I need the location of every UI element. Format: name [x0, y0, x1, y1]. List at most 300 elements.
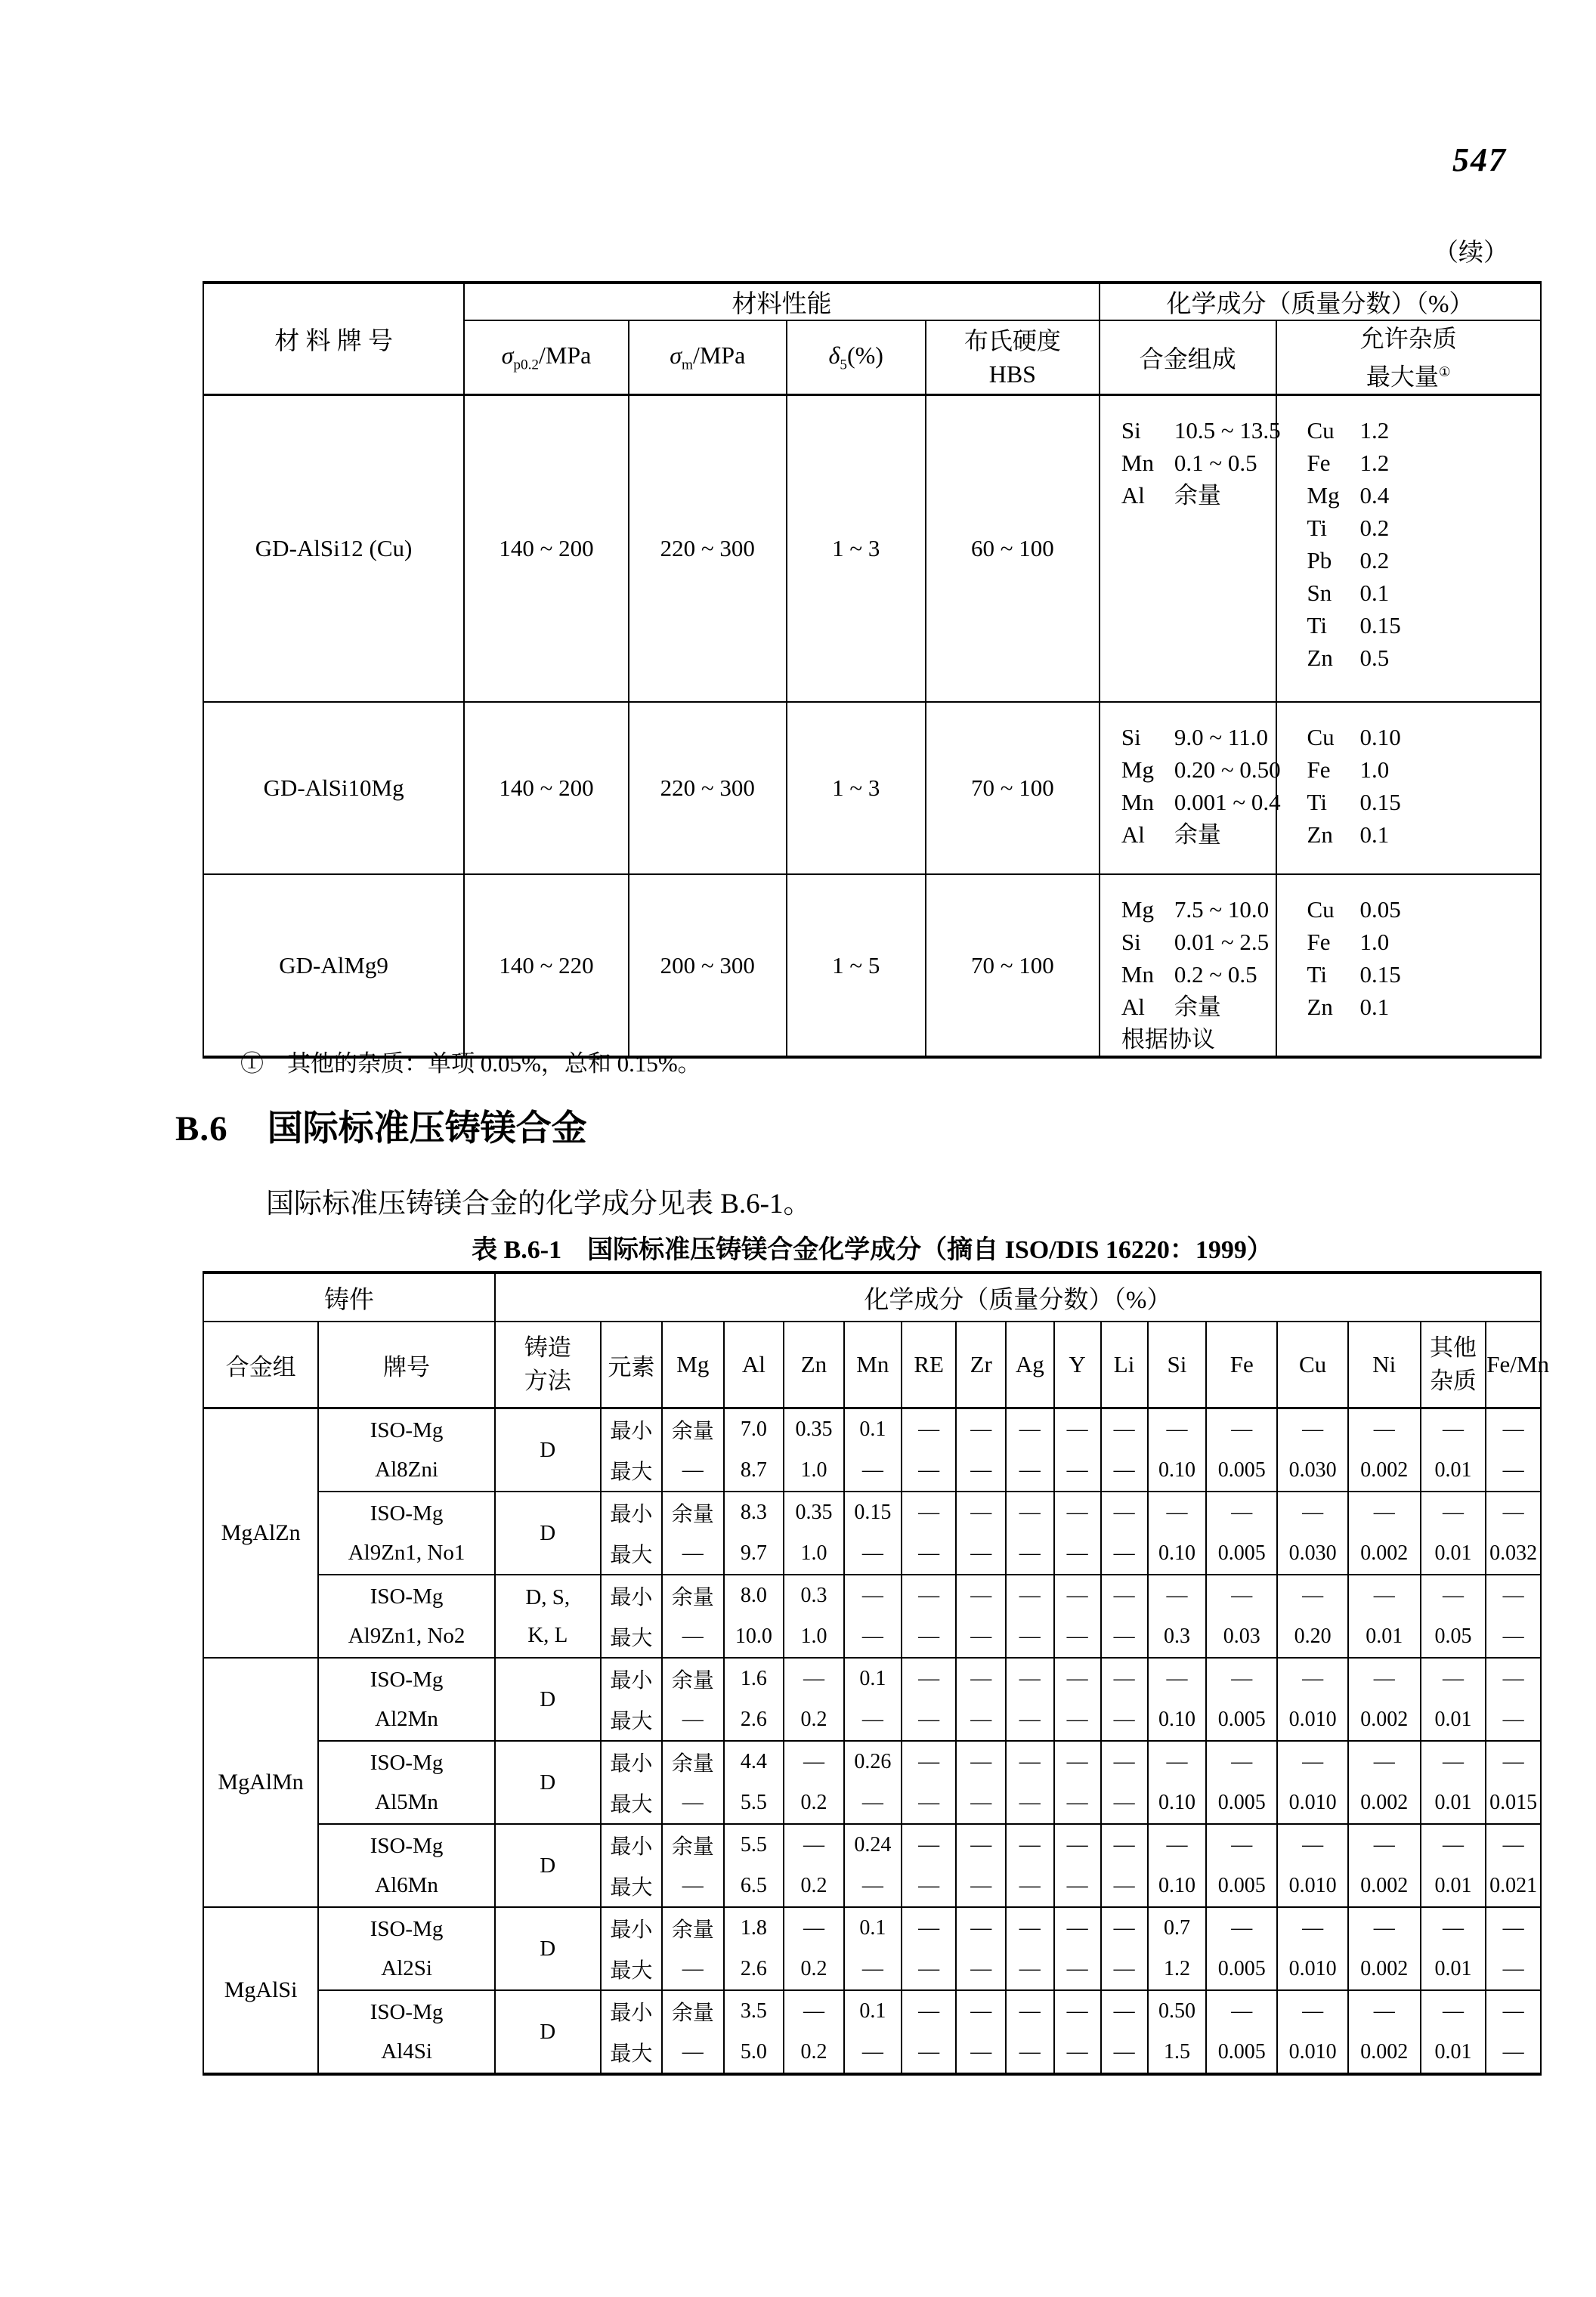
value-cell: — [1055, 1782, 1102, 1825]
value-cell: 0.015 [1486, 1782, 1542, 1825]
value-cell: — [1007, 1825, 1055, 1866]
value-cell: — [957, 1866, 1006, 1908]
value-cell: — [957, 1908, 1006, 1949]
value-cell: — [1421, 1825, 1487, 1866]
elongation-cell: 1 ~ 3 [787, 396, 926, 703]
min-row [204, 1659, 1542, 1699]
value-cell: — [1421, 1492, 1487, 1533]
value-cell: — [1486, 1616, 1542, 1659]
designation-cell [319, 1742, 496, 1825]
designation-line: ISO-Mg [370, 1751, 444, 1775]
value-cell: 0.005 [1207, 1866, 1278, 1908]
value-cell: — [1486, 1575, 1542, 1616]
value-cell: 2.6 [725, 1699, 785, 1742]
value-cell: — [1278, 1742, 1349, 1782]
impurity-line: Fe 1.0 [1307, 756, 1390, 783]
value-cell: — [1486, 1991, 1542, 2032]
value-cell: — [957, 1450, 1006, 1492]
table2-header-row-1 [204, 1274, 1542, 1322]
value-cell: 0.2 [784, 1699, 845, 1742]
value-cell: — [1055, 2032, 1102, 2076]
column-header-element-al: Al [725, 1322, 785, 1409]
value-cell: — [1055, 1409, 1102, 1450]
elongation-cell: 1 ~ 5 [787, 875, 926, 1059]
delta-sub: 5 [840, 357, 847, 373]
value-cell: — [1486, 1492, 1542, 1533]
value-cell: 8.0 [725, 1575, 785, 1616]
value-cell: — [1207, 1492, 1278, 1533]
value-cell: — [663, 1533, 724, 1575]
value-cell: — [663, 1699, 724, 1742]
value-cell: 0.01 [1421, 1450, 1487, 1492]
value-cell: 余量 [663, 1908, 724, 1949]
value-cell: — [1486, 1949, 1542, 1991]
value-cell: — [784, 1991, 845, 2032]
continued-label: （续） [1434, 240, 1508, 267]
min-row [204, 1991, 1542, 2032]
value-cell: — [1055, 1659, 1102, 1699]
value-cell: — [1007, 1659, 1055, 1699]
value-cell: 1.2 [1149, 1949, 1208, 1991]
value-cell: 0.01 [1421, 1533, 1487, 1575]
casting-method-cell [496, 1575, 602, 1659]
column-header-chemistry: 化学成分（质量分数）（%） [1100, 284, 1542, 321]
casting-method-cell [496, 1409, 602, 1492]
value-cell: 0.005 [1207, 1533, 1278, 1575]
grade-cell: GD-AlSi10Mg [204, 703, 465, 875]
value-cell: — [1055, 1866, 1102, 1908]
limit-label-cell: 最大 [602, 2032, 663, 2076]
value-cell: — [845, 1450, 902, 1492]
value-cell: 1.8 [725, 1908, 785, 1949]
designation-cell [319, 1825, 496, 1908]
column-header-alloy-group: 合金组 [204, 1322, 319, 1409]
impurity-line: Pb 0.2 [1307, 547, 1390, 573]
casting-method-cell [496, 1659, 602, 1742]
value-cell: — [902, 1575, 957, 1616]
value-cell: — [1486, 1409, 1542, 1450]
impurities-cell [1277, 875, 1542, 1059]
impurity-line: Sn 0.1 [1307, 580, 1390, 606]
column-header-grade: 材 料 牌 号 [204, 284, 465, 396]
composition-line: Al 余量 [1121, 994, 1221, 1020]
value-cell: — [1102, 1616, 1149, 1659]
value-cell: 0.01 [1349, 1616, 1421, 1659]
casting-method-cell [496, 1825, 602, 1908]
method-line: D [540, 1770, 556, 1795]
value-cell: — [1007, 1782, 1055, 1825]
value-cell: — [1007, 2032, 1055, 2076]
alloy-group-cell: MgAlZn [204, 1409, 319, 1659]
value-cell: — [1278, 1575, 1349, 1616]
value-cell: — [1102, 1699, 1149, 1742]
column-header-chemistry: 化学成分（质量分数）（%） [496, 1274, 1542, 1322]
section-title: 国际标准压铸镁合金 [267, 1109, 587, 1148]
value-cell: — [1007, 1991, 1055, 2032]
value-cell: — [1102, 1533, 1149, 1575]
value-cell: — [1007, 1450, 1055, 1492]
min-row [204, 1742, 1542, 1782]
impurity-line2-text: 最大量 [1366, 363, 1439, 391]
value-cell: — [1486, 1825, 1542, 1866]
alloy-row [204, 875, 1542, 1059]
value-cell: 0.005 [1207, 1699, 1278, 1742]
value-cell: — [957, 1575, 1006, 1616]
value-cell: — [902, 1659, 957, 1699]
value-cell: — [1207, 1659, 1278, 1699]
value-cell: — [1055, 1450, 1102, 1492]
value-cell: — [1207, 1908, 1278, 1949]
value-cell: 5.0 [725, 2032, 785, 2076]
value-cell: 5.5 [725, 1825, 785, 1866]
value-cell: 10.0 [725, 1616, 785, 1659]
value-cell: — [1149, 1659, 1208, 1699]
value-cell: 0.2 [784, 1866, 845, 1908]
value-cell: 0.35 [784, 1409, 845, 1450]
value-cell: 1.0 [784, 1533, 845, 1575]
composition-line: Al 余量 [1121, 821, 1221, 848]
value-cell: — [1421, 1409, 1487, 1450]
value-cell: — [957, 1949, 1006, 1991]
value-cell: — [1486, 1742, 1542, 1782]
min-row [204, 1409, 1542, 1450]
value-cell: 0.002 [1349, 1450, 1421, 1492]
value-cell: — [1278, 1825, 1349, 1866]
sigma-p02-cell: 140 ~ 200 [465, 703, 629, 875]
value-cell: 0.20 [1278, 1616, 1349, 1659]
value-cell: 0.002 [1349, 1866, 1421, 1908]
value-cell: — [957, 1699, 1006, 1742]
designation-cell [319, 1908, 496, 1991]
alloy-group-cell: MgAlSi [204, 1908, 319, 2076]
value-cell: 余量 [663, 1742, 724, 1782]
aluminum-alloy-properties-table [203, 281, 1542, 1059]
value-cell: 0.010 [1278, 1866, 1349, 1908]
value-cell: — [784, 1659, 845, 1699]
designation-line: ISO-Mg [370, 1418, 444, 1442]
impurity-line: Cu 1.2 [1307, 417, 1390, 444]
value-cell: 0.010 [1278, 1949, 1349, 1991]
value-cell: 4.4 [725, 1742, 785, 1782]
limit-label-cell: 最大 [602, 1949, 663, 1991]
value-cell: 5.5 [725, 1782, 785, 1825]
sigma-m-cell: 220 ~ 300 [629, 396, 787, 703]
value-cell: 0.010 [1278, 1699, 1349, 1742]
value-cell: — [1207, 1825, 1278, 1866]
limit-label-cell: 最大 [602, 1450, 663, 1492]
value-cell: — [957, 2032, 1006, 2076]
composition-line: Si 10.5 ~ 13.5 [1121, 417, 1281, 444]
method-line: D [540, 1937, 556, 1961]
limit-label-cell: 最小 [602, 1409, 663, 1450]
limit-label-cell: 最大 [602, 1699, 663, 1742]
value-cell: — [1007, 1699, 1055, 1742]
sigma-m-cell: 220 ~ 300 [629, 703, 787, 875]
value-cell: 0.005 [1207, 1949, 1278, 1991]
value-cell: 0.10 [1149, 1450, 1208, 1492]
impurity-line2 [1277, 355, 1541, 394]
delta-symbol: δ [828, 341, 840, 369]
elongation-cell: 1 ~ 3 [787, 703, 926, 875]
value-cell: 0.1 [845, 1991, 902, 2032]
delta-unit: (%) [846, 341, 883, 369]
value-cell: 0.1 [845, 1908, 902, 1949]
composition-line: Si 0.01 ~ 2.5 [1121, 929, 1270, 955]
designation-line: ISO-Mg [370, 1917, 444, 1941]
value-cell: — [1007, 1866, 1055, 1908]
value-cell: 7.0 [725, 1409, 785, 1450]
value-cell: — [784, 1742, 845, 1782]
value-cell: — [1055, 1991, 1102, 2032]
value-cell: — [1055, 1699, 1102, 1742]
value-cell: — [1102, 1866, 1149, 1908]
designation-line: ISO-Mg [370, 1501, 444, 1526]
value-cell: 0.030 [1278, 1450, 1349, 1492]
table1-footnote: ① 其他的杂质：单项 0.05%，总和 0.15%。 [240, 1050, 701, 1077]
column-header-elongation [787, 321, 926, 396]
value-cell: 0.10 [1149, 1782, 1208, 1825]
hardness-line2: HBS [988, 360, 1036, 388]
method-line: D, S, [525, 1585, 571, 1609]
value-cell: — [845, 1699, 902, 1742]
value-cell: 0.01 [1421, 1699, 1487, 1742]
value-cell: — [845, 1575, 902, 1616]
column-header-alloy-composition: 合金组成 [1100, 321, 1277, 396]
value-cell: — [1055, 1616, 1102, 1659]
casting-method-cell [496, 1492, 602, 1575]
method-line: K, L [527, 1623, 568, 1647]
sigma-p02-cell: 140 ~ 200 [465, 396, 629, 703]
value-cell: 0.01 [1421, 1782, 1487, 1825]
limit-label-cell: 最小 [602, 1742, 663, 1782]
composition-cell [1100, 875, 1277, 1059]
value-cell: 0.10 [1149, 1699, 1208, 1742]
designation-line: ISO-Mg [370, 2000, 444, 2024]
page-number: 547 [1452, 141, 1507, 178]
composition-cell [1100, 703, 1281, 875]
magnesium-alloy-table-wrap [203, 1271, 1549, 2076]
hardness-line1: 布氏硬度 [963, 327, 1061, 354]
value-cell: — [663, 1866, 724, 1908]
value-cell: — [1102, 1908, 1149, 1949]
value-cell: — [845, 1616, 902, 1659]
sigma-symbol: σ [501, 341, 514, 369]
value-cell: — [1102, 1825, 1149, 1866]
impurity-line: Ti 0.15 [1307, 612, 1401, 638]
designation-line: Al8Zni [375, 1458, 438, 1482]
impurity-line: Ti 0.15 [1307, 789, 1401, 815]
value-cell: — [1349, 1742, 1421, 1782]
value-cell: — [845, 2032, 902, 2076]
column-header-hardness [926, 321, 1100, 396]
designation-line: ISO-Mg [370, 1834, 444, 1858]
value-cell: — [1278, 1908, 1349, 1949]
value-cell: 余量 [663, 1409, 724, 1450]
column-header-element: 元素 [602, 1322, 663, 1409]
value-cell: — [1102, 2032, 1149, 2076]
limit-label-cell: 最大 [602, 1782, 663, 1825]
composition-line: 根据协议 [1121, 1026, 1215, 1053]
value-cell: — [663, 2032, 724, 2076]
value-cell: — [902, 1492, 957, 1533]
value-cell: 余量 [663, 1575, 724, 1616]
value-cell: 1.5 [1149, 2032, 1208, 2076]
value-cell: — [1349, 1991, 1421, 2032]
designation-cell [319, 1991, 496, 2076]
value-cell: 0.002 [1349, 1782, 1421, 1825]
designation-cell [319, 1575, 496, 1659]
value-cell: — [1102, 1659, 1149, 1699]
value-cell: 0.002 [1349, 1699, 1421, 1742]
composition-line: Mg 0.20 ~ 0.50 [1121, 756, 1281, 783]
designation-line: Al6Mn [375, 1873, 438, 1897]
min-row [204, 1825, 1542, 1866]
composition-line: Mg 7.5 ~ 10.0 [1121, 896, 1270, 923]
value-cell: — [1486, 1450, 1542, 1492]
designation-line: Al9Zn1, No2 [348, 1624, 466, 1648]
value-cell: 余量 [663, 1991, 724, 2032]
value-cell: 0.7 [1149, 1908, 1208, 1949]
value-cell: — [1278, 1409, 1349, 1450]
value-cell: — [902, 1825, 957, 1866]
value-cell: 0.3 [1149, 1616, 1208, 1659]
sigma-p02-cell: 140 ~ 220 [465, 875, 629, 1059]
value-cell: 1.0 [784, 1450, 845, 1492]
column-header-designation: 牌号 [319, 1322, 496, 1409]
value-cell: — [1007, 1492, 1055, 1533]
value-cell: — [1102, 1991, 1149, 2032]
value-cell: 0.1 [845, 1409, 902, 1450]
value-cell: — [902, 1742, 957, 1782]
value-cell: 0.10 [1149, 1533, 1208, 1575]
value-cell: — [1055, 1533, 1102, 1575]
value-cell: 8.3 [725, 1492, 785, 1533]
value-cell: — [902, 1699, 957, 1742]
value-cell: 0.50 [1149, 1991, 1208, 2032]
impurity-line: Cu 0.05 [1307, 896, 1401, 923]
grade-cell: GD-AlMg9 [204, 875, 465, 1059]
value-cell: 0.01 [1421, 2032, 1487, 2076]
sigma-unit: /MPa [539, 341, 592, 369]
value-cell: — [663, 1450, 724, 1492]
value-cell: 0.01 [1421, 1866, 1487, 1908]
value-cell: — [1421, 1659, 1487, 1699]
value-cell: 0.24 [845, 1825, 902, 1866]
value-cell: 3.5 [725, 1991, 785, 2032]
value-cell: 0.005 [1207, 1450, 1278, 1492]
value-cell: 0.002 [1349, 1949, 1421, 1991]
value-cell: — [1102, 1409, 1149, 1450]
value-cell: — [957, 1409, 1006, 1450]
value-cell: 0.030 [1278, 1533, 1349, 1575]
other-line2: 杂质 [1429, 1368, 1477, 1394]
aluminum-alloy-table-wrap [203, 281, 1542, 1059]
value-cell: — [1207, 1991, 1278, 2032]
column-header-element-cu: Cu [1278, 1322, 1349, 1409]
impurity-line: Ti 0.2 [1307, 515, 1390, 541]
limit-label-cell: 最小 [602, 1492, 663, 1533]
limit-label-cell: 最小 [602, 1991, 663, 2032]
sigma-unit: /MPa [692, 341, 746, 369]
impurity-line: Fe 1.2 [1307, 450, 1390, 476]
value-cell: 0.03 [1207, 1616, 1278, 1659]
impurity-line: Mg 0.4 [1307, 482, 1390, 509]
value-cell: — [1421, 1991, 1487, 2032]
designation-line: Al2Mn [375, 1707, 438, 1731]
column-header-element-mn: Mn [845, 1322, 902, 1409]
value-cell: — [1149, 1409, 1208, 1450]
value-cell: — [1102, 1450, 1149, 1492]
method-line: D [540, 1687, 556, 1711]
value-cell: — [1055, 1825, 1102, 1866]
value-cell: 0.15 [845, 1492, 902, 1533]
value-cell: — [1278, 1492, 1349, 1533]
value-cell: — [902, 1991, 957, 2032]
other-line1: 其他 [1429, 1334, 1477, 1361]
value-cell: — [1486, 1908, 1542, 1949]
value-cell: 余量 [663, 1492, 724, 1533]
column-header-element-mg: Mg [663, 1322, 724, 1409]
value-cell: — [1349, 1659, 1421, 1699]
designation-cell [319, 1409, 496, 1492]
value-cell: — [1149, 1742, 1208, 1782]
alloy-row [204, 703, 1542, 875]
value-cell: 0.010 [1278, 2032, 1349, 2076]
method-line: D [540, 1853, 556, 1878]
value-cell: — [784, 1825, 845, 1866]
designation-line: Al5Mn [375, 1790, 438, 1814]
column-header-fe-mn-ratio: Fe/Mn [1486, 1322, 1542, 1409]
value-cell: 0.2 [784, 1782, 845, 1825]
impurities-cell [1277, 703, 1542, 875]
method-line2: 方法 [524, 1368, 571, 1394]
casting-method-cell [496, 1908, 602, 1991]
sigma-sub: m [682, 357, 693, 373]
value-cell: — [845, 1782, 902, 1825]
value-cell: — [957, 1659, 1006, 1699]
column-header-element-y: Y [1055, 1322, 1102, 1409]
value-cell: — [1055, 1742, 1102, 1782]
value-cell: — [1349, 1575, 1421, 1616]
value-cell: — [1055, 1908, 1102, 1949]
method-line: D [540, 2020, 556, 2044]
impurity-line1: 允许杂质 [1359, 324, 1457, 352]
composition-line: Mn 0.001 ~ 0.4 [1121, 789, 1281, 815]
value-cell: — [1207, 1409, 1278, 1450]
column-header-element-zn: Zn [784, 1322, 845, 1409]
value-cell: — [1207, 1575, 1278, 1616]
column-header-other-impurities [1421, 1322, 1487, 1409]
value-cell: — [1421, 1575, 1487, 1616]
composition-cell [1100, 396, 1281, 703]
value-cell: 8.7 [725, 1450, 785, 1492]
value-cell: — [1421, 1908, 1487, 1949]
value-cell: 0.1 [845, 1659, 902, 1699]
value-cell: — [1207, 1742, 1278, 1782]
body-paragraph: 国际标准压铸镁合金的化学成分见表 B.6-1。 [266, 1189, 812, 1220]
value-cell: — [845, 1949, 902, 1991]
value-cell: 0.01 [1421, 1949, 1487, 1991]
composition-line: Mn 0.1 ~ 0.5 [1121, 450, 1257, 476]
value-cell: — [1007, 1908, 1055, 1949]
casting-method-cell [496, 1742, 602, 1825]
value-cell: — [845, 1533, 902, 1575]
value-cell: — [1486, 1659, 1542, 1699]
column-header-element-ni: Ni [1349, 1322, 1421, 1409]
value-cell: 0.021 [1486, 1866, 1542, 1908]
value-cell: — [1007, 1949, 1055, 1991]
value-cell: — [957, 1742, 1006, 1782]
